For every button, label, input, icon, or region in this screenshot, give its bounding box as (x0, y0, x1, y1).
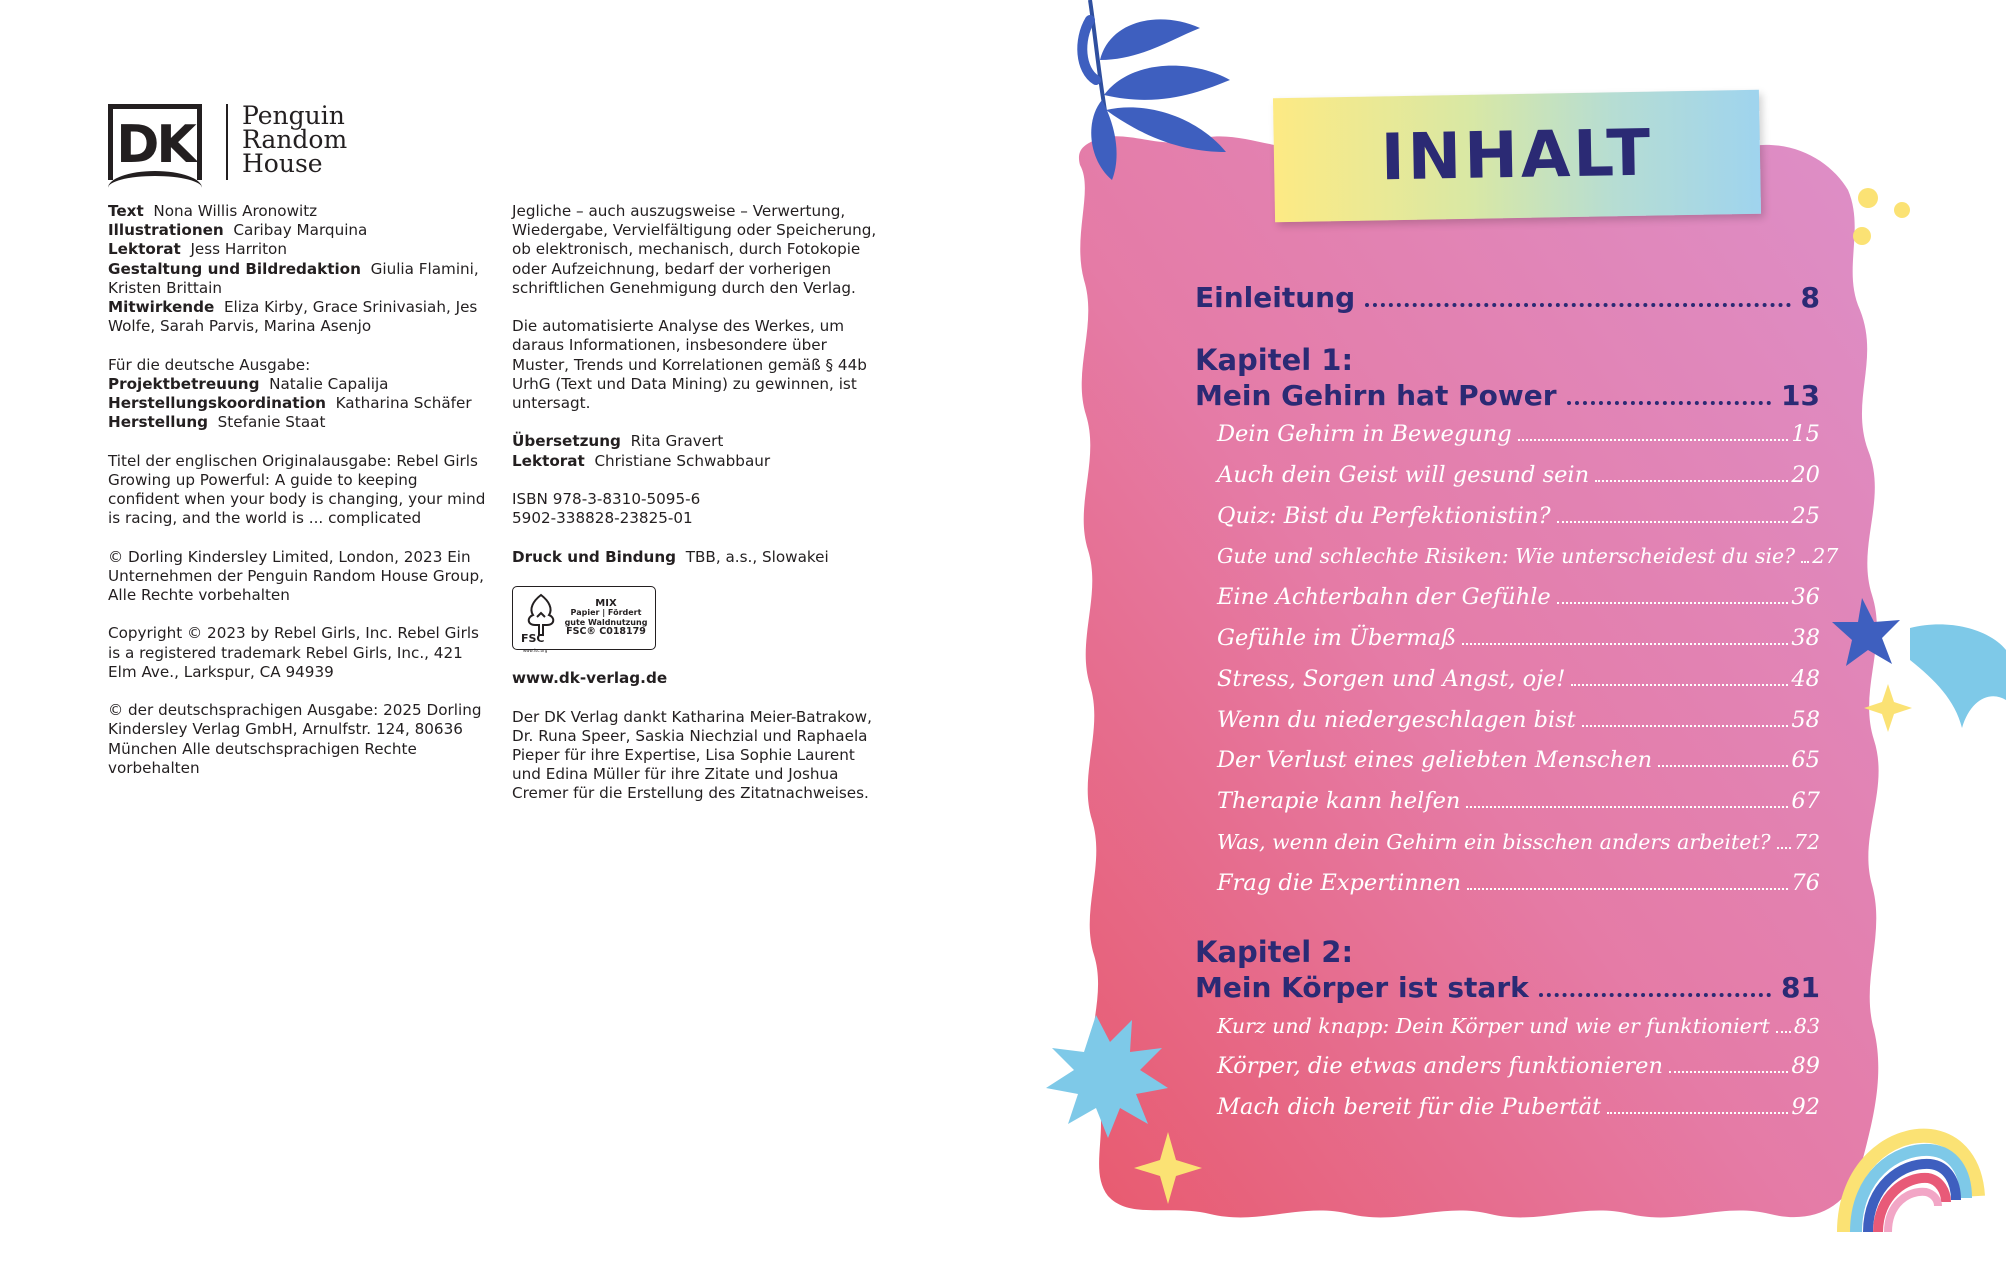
chapter-page: 13 (1781, 379, 1820, 412)
credit-label: Übersetzung (512, 432, 621, 451)
credit-label: Herstellung (108, 413, 209, 432)
chapter-kicker: Kapitel 2: (1195, 934, 1354, 969)
toc-entry[interactable] (1195, 659, 1820, 700)
toc-entry-page: 76 (1791, 869, 1820, 896)
toc-title-banner (1273, 90, 1761, 222)
fsc-line: Papier | Fördert (570, 608, 642, 618)
toc-entry-page: 83 (1793, 1013, 1820, 1038)
fsc-mix: MIX (595, 597, 617, 609)
toc-entry[interactable] (1195, 577, 1820, 618)
toc-entry-label: Therapie kann helfen (1217, 788, 1461, 815)
toc-entry[interactable] (1195, 536, 1839, 577)
prh-line: Penguin (242, 101, 345, 130)
toc-entry[interactable] (1195, 414, 1820, 455)
toc-entry-label: Frag die Expertinnen (1217, 869, 1462, 896)
chapter-title: Mein Körper ist stark (1195, 970, 1529, 1004)
toc-entry[interactable] (1195, 1046, 1820, 1087)
leader-dots (1518, 439, 1789, 441)
credit-value: Natalie Capalija (269, 374, 389, 393)
toc-entry[interactable] (1195, 1006, 1820, 1047)
leader-dots (1467, 888, 1788, 890)
toc-entry-page: 65 (1791, 747, 1820, 774)
leader-dots (1466, 806, 1788, 808)
credit-value: Christiane Schwabbaur (594, 451, 771, 470)
copyright-rebel-girls: Copyright © 2023 by Rebel Girls, Inc. Rebel Girls is a registered trademark Rebel Girls, Inc., 421 Elm Ave., Larkspur, CA 94939 (108, 624, 479, 681)
fsc-url: www.fsc.org (523, 647, 548, 653)
credit-value: Jess Harriton (190, 240, 287, 259)
toc-entry-label: Gute und schlechte Risiken: Wie unterscheidest du sie? (1217, 544, 1796, 569)
isbn-secondary: 5902-338828-23825-01 (512, 509, 693, 528)
leader-dots (1658, 765, 1788, 767)
table-of-contents (1195, 280, 1839, 1128)
leader-dots (1571, 684, 1788, 686)
toc-entry-label: Der Verlust eines geliebten Menschen (1217, 747, 1653, 774)
chapter-title-row[interactable] (1195, 970, 1820, 1006)
toc-entry-label: Quiz: Bist du Perfektionistin? (1217, 502, 1551, 529)
toc-entry-page: 38 (1791, 624, 1820, 651)
toc-entry-label: Wenn du niedergeschlagen bist (1217, 706, 1576, 733)
credit-value: Giulia Flamini, Kristen Brittain (108, 259, 479, 297)
credit-value: Katharina Schäfer (335, 394, 472, 413)
toc-intro-page: 8 (1800, 281, 1820, 314)
print-label: Druck und Bindung (512, 547, 677, 566)
toc-entry-page: 67 (1791, 788, 1820, 815)
spacer (1195, 904, 1820, 934)
leader-dots (1539, 993, 1771, 997)
toc-entry-label: Was, wenn dein Gehirn ein bisschen anders arbeitet? (1217, 829, 1771, 854)
leader-dots (1557, 602, 1789, 604)
fsc-code: FSC® C018179 (566, 626, 646, 638)
credit-label: Gestaltung und Bildredaktion (108, 259, 361, 278)
toc-entry-page: 48 (1791, 665, 1820, 692)
toc-entry-page: 92 (1791, 1094, 1820, 1121)
chapter-page: 81 (1781, 970, 1820, 1004)
toc-entry-page: 89 (1791, 1053, 1820, 1080)
german-edition-intro: Für die deutsche Ausgabe: (108, 355, 311, 374)
toc-entry-page: 25 (1791, 502, 1820, 529)
leader-dots (1582, 725, 1789, 727)
copyright-german: © der deutschsprachigen Ausgabe: 2025 Dorling Kindersley Verlag GmbH, Arnulfstr. 124, 80636 München Alle deutschsprachigen Rechte vorbehalten (108, 701, 482, 777)
toc-entry-page: 58 (1791, 706, 1820, 733)
isbn: ISBN 978-3-8310-5095-6 (512, 490, 701, 508)
chapter-title-row[interactable] (1195, 378, 1820, 414)
toc-entry[interactable] (1195, 496, 1820, 537)
toc-entry[interactable] (1195, 863, 1820, 904)
leader-dots (1801, 561, 1809, 563)
toc-entry-label: Mach dich bereit für die Pubertät (1217, 1094, 1602, 1121)
chapter-kicker: Kapitel 1: (1195, 343, 1354, 377)
toc-entry[interactable] (1195, 822, 1820, 863)
fsc-brand: FSC (521, 631, 545, 645)
yellow-dot (1853, 227, 1871, 245)
acknowledgements: Der DK Verlag dankt Katharina Meier-Batrakow, Dr. Runa Speer, Saskia Niechzial und Raphaela Pieper für ihre Expertise, Lisa Sophie Laurent und Edina Müller für ihre Zitate und Joshua Cremer für die Erstellung des Zitatnachweises. (512, 707, 872, 803)
credit-label: Lektorat (108, 240, 181, 259)
prh-line: Random (242, 125, 348, 154)
fsc-line: gute Waldnutzung (564, 617, 648, 627)
yellow-dot (1894, 202, 1910, 218)
copyright-dk: © Dorling Kindersley Limited, London, 2023 Ein Unternehmen der Penguin Random House Group, Alle Rechte vorbehalten (108, 547, 484, 605)
toc-entry[interactable] (1195, 455, 1820, 496)
toc-entry-page: 36 (1791, 584, 1820, 611)
leader-dots (1595, 480, 1788, 482)
leader-dots (1462, 643, 1788, 645)
toc-entry-page: 20 (1791, 461, 1820, 488)
toc-entry[interactable] (1195, 740, 1820, 781)
spacer (1195, 316, 1820, 342)
website-link[interactable]: www.dk-verlag.de (512, 669, 668, 688)
toc-entry-page: 72 (1793, 829, 1820, 854)
rights-notice: Jegliche – auch auszugsweise – Verwertung, Wiedergabe, Vervielfältigung oder Speicherung, ob elektronisch, mechanisch, durch Fotokopie oder Aufzeichnung, bedarf der vorherigen schriftlichen Genehmigung durch den Verlag. (512, 202, 877, 297)
credit-value: Eliza Kirby, Grace Srinivasiah, Jes Wolfe, Sarah Parvis, Marina Asenjo (108, 298, 478, 336)
credit-label: Illustrationen (108, 221, 224, 240)
toc-entry-label: Körper, die etwas anders funktionieren (1217, 1053, 1663, 1080)
toc-entry-label: Dein Gehirn in Bewegung (1217, 421, 1512, 447)
dk-logo-text: DK (116, 114, 194, 175)
toc-entry-page: 15 (1791, 421, 1820, 447)
toc-intro-label: Einleitung (1195, 281, 1356, 314)
credit-label: Text (108, 202, 144, 220)
leader-dots (1777, 847, 1791, 849)
toc-title: INHALT (1380, 116, 1654, 196)
toc-entry-page: 27 (1812, 544, 1839, 569)
credit-label: Mitwirkende (108, 298, 215, 317)
credit-label: Herstellungskoordination (108, 394, 326, 413)
credit-value: Rita Gravert (630, 432, 724, 451)
credit-value: Caribay Marquina (233, 221, 368, 240)
credit-label: Projektbetreuung (108, 374, 260, 393)
toc-entry-label: Kurz und knapp: Dein Körper und wie er funktioniert (1217, 1013, 1770, 1038)
data-mining-notice: Die automatisierte Analyse des Werkes, um daraus Informationen, insbesondere über Muster, Trends und Korrelationen gemäß § 44b UrhG (Text und Data Mining) zu gewinnen, ist untersagt. (512, 317, 867, 413)
leader-dots (1567, 401, 1772, 405)
original-title-note: Titel der englischen Originalausgabe: Rebel Girls Growing up Powerful: A guide to keeping confident when your body is changing, your mind is racing, and the world is ... complicated (108, 451, 486, 528)
leader-dots (1365, 303, 1790, 307)
chapter-title: Mein Gehirn hat Power (1195, 379, 1557, 412)
credit-value: Nona Willis Aronowitz (153, 202, 318, 220)
leader-dots (1776, 1031, 1791, 1033)
toc-intro-row[interactable] (1195, 280, 1820, 316)
yellow-dot (1858, 188, 1878, 208)
toc-entry-label: Eine Achterbahn der Gefühle (1217, 584, 1551, 611)
toc-entry-label: Auch dein Geist will gesund sein (1217, 461, 1590, 488)
credit-value: Stefanie Staat (217, 413, 326, 432)
print-value: TBB, a.s., Slowakei (685, 547, 829, 566)
credit-label: Lektorat (512, 451, 585, 470)
toc-entry[interactable] (1195, 618, 1820, 659)
toc-entry[interactable] (1195, 781, 1820, 822)
toc-entry-label: Stress, Sorgen und Angst, oje! (1217, 665, 1566, 692)
toc-entry[interactable] (1195, 1087, 1820, 1128)
prh-line: House (242, 149, 323, 178)
leader-dots (1607, 1112, 1788, 1114)
leader-dots (1557, 521, 1789, 523)
toc-entry-label: Gefühle im Übermaß (1217, 624, 1457, 651)
toc-entry[interactable] (1195, 700, 1820, 741)
leader-dots (1669, 1071, 1788, 1073)
